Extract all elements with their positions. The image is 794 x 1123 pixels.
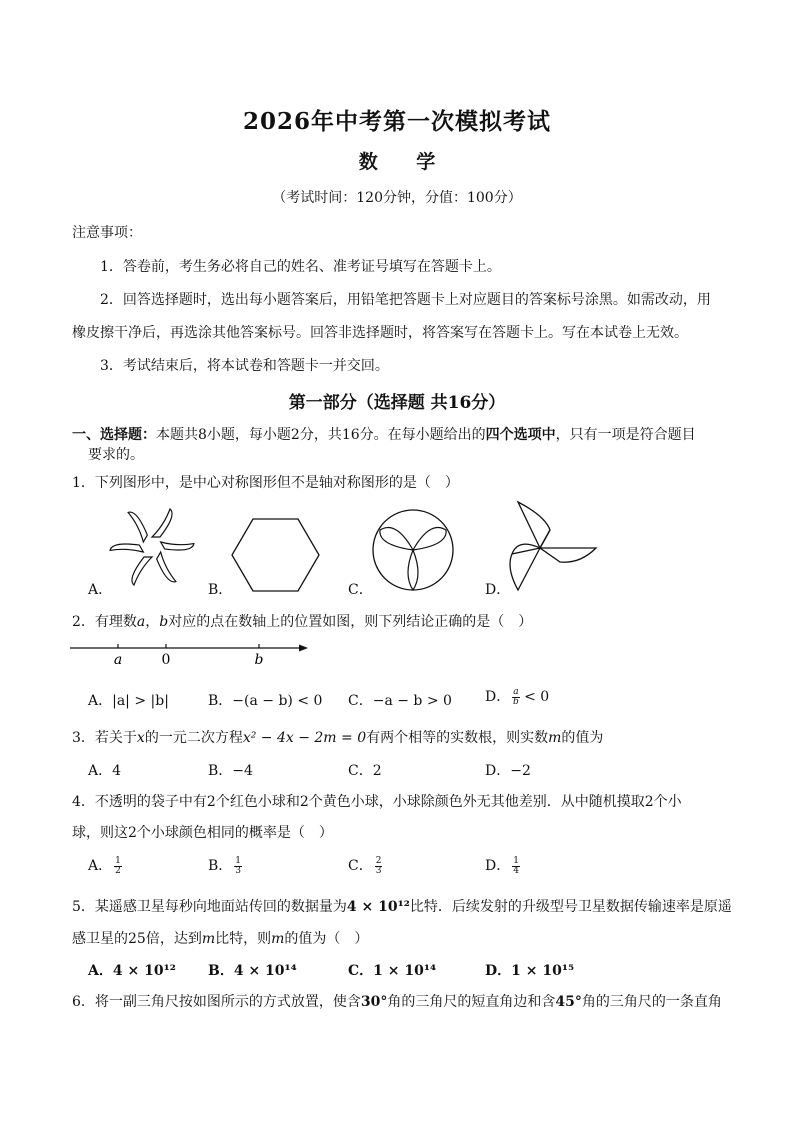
q5-var-m: m (201, 931, 216, 947)
q5-var-m-2: m (271, 931, 285, 947)
q1-option-a-label: A． (88, 582, 113, 598)
q3-option-c: C．2 (348, 763, 382, 779)
notice-heading: 注意事项： (72, 225, 142, 241)
q4-option-a-den: 2 (115, 865, 121, 876)
q5-stem-l2a: 感卫星的25倍，达到 (72, 931, 202, 947)
q5-option-c: C．1 × 10¹⁴ (348, 963, 437, 979)
q4-option-d-label: D． (485, 858, 511, 874)
q4-option-c-den: 3 (375, 865, 382, 876)
section-title: 第一部分（选择题 共16分） (288, 393, 506, 413)
q2-option-d (485, 686, 549, 707)
q4-option-b-num: 1 (235, 855, 242, 866)
q4-option-a-label: A． (88, 858, 113, 874)
q5-stem-l1a: 5．某遥感卫星每秒向地面站传回的数据量为 (72, 899, 347, 915)
q2-option-d-prefix: D． (485, 689, 511, 705)
q2-axis-label-b: b (254, 652, 264, 668)
q1-figure-a (100, 505, 205, 590)
q2-var-b: b (159, 614, 169, 630)
q4-option-c-num: 2 (375, 855, 382, 866)
notice-item-1: 1．答卷前，考生务必将自己的姓名、准考证号填写在答题卡上。 (100, 259, 501, 275)
q4-option-b-label: B． (208, 858, 233, 874)
q4-option-c (348, 855, 382, 876)
q2-axis-label-a: a (113, 652, 123, 668)
q2-stem-a: 2．有理数 (72, 614, 137, 630)
q1-figure-d (500, 498, 605, 593)
q2-stem (72, 611, 532, 631)
q1-option-c-label: C． (348, 582, 373, 598)
q1-figure-c (368, 505, 458, 595)
q5-stem-line2 (72, 928, 368, 948)
q4-option-b-den: 3 (235, 865, 242, 876)
q6-stem-b: 角的三角尺的短直角边和含 (387, 994, 556, 1010)
section-intro-line2: 要求的。 (88, 447, 144, 463)
q1-option-b-label: B． (208, 582, 233, 598)
q2-var-a: a (136, 614, 146, 630)
q3-var-x: x (136, 730, 145, 746)
section-intro-end: ，只有一项是符合题目 (555, 427, 696, 443)
q6-stem (72, 991, 722, 1011)
q4-option-d-den: 4 (513, 865, 519, 876)
q4-option-a (88, 855, 122, 876)
q4-option-a-num: 1 (115, 855, 121, 866)
section-intro-main: 本题共8小题，每小题2分，共16分。在每小题给出的 (156, 427, 486, 443)
q1-figure-b (228, 515, 323, 595)
subject-title: 数 学 (358, 151, 452, 173)
q3-stem (72, 727, 603, 747)
q3-var-m: m (548, 730, 562, 746)
q5-stem-l1b: 比特．后续发射的升级型号卫星数据传输速率是原遥 (409, 899, 732, 915)
q4-option-d (485, 855, 520, 876)
q2-option-d-den: b (513, 696, 519, 707)
q4-stem-line1: 4．不透明的袋子中有2个红色小球和2个黄色小球，小球除颜色外无其他差别．从中随机摸取2个小 (72, 794, 682, 810)
q4-option-c-label: C． (348, 858, 373, 874)
q3-option-b: B．−4 (208, 763, 253, 779)
q6-deg45: 45° (555, 994, 582, 1010)
q3-stem-b: 的一元二次方程 (144, 730, 243, 746)
q2-number-line (68, 640, 313, 670)
q3-stem-d: 的值为 (561, 730, 604, 746)
q5-option-b: B．4 × 10¹⁴ (208, 963, 297, 979)
section-intro-prefix: 一、选择题： (72, 427, 156, 443)
q5-option-a: A．4 × 10¹² (88, 963, 176, 979)
notice-item-3: 3．考试结束后，将本试卷和答题卡一并交回。 (100, 358, 389, 374)
q4-option-d-num: 1 (513, 855, 519, 866)
q6-deg30: 30° (360, 994, 388, 1010)
q1-option-d-label: D． (485, 582, 511, 598)
q2-option-d-num: a (513, 686, 519, 697)
q6-stem-c: 角的三角尺的一条直角 (581, 994, 722, 1010)
q2-axis-label-0: 0 (161, 652, 171, 668)
q5-stem-l2b: 比特，则 (215, 931, 272, 947)
q3-option-d: D．−2 (485, 763, 531, 779)
q3-option-a: A．4 (88, 763, 122, 779)
notice-item-2: 2．回答选择题时，选出每小题答案后，用铅笔把答题卡上对应题目的答案标号涂黑。如需改动，用 (100, 292, 711, 308)
notice-item-2-cont: 橡皮擦干净后，再选涂其他答案标号。回答非选择题时，将答案写在答题卡上。写在本试卷上无效。 (72, 325, 688, 341)
section-intro (72, 424, 696, 444)
q2-option-d-rel: < 0 (524, 689, 550, 705)
q3-stem-a: 3．若关于 (72, 730, 137, 746)
q2-option-b: B．−(a − b) < 0 (208, 693, 323, 709)
q4-option-b (208, 855, 242, 876)
q2-stem-b: 对应的点在数轴上的位置如图，则下列结论正确的是（ ） (168, 614, 533, 630)
q4-stem-line2: 球，则这2个小球颜色相同的概率是（ ） (72, 825, 333, 841)
q5-stem-expr: 4 × 10¹² (346, 899, 410, 915)
q6-stem-a: 6．将一副三角尺按如图所示的方式放置，使含 (72, 994, 361, 1010)
q5-option-d: D．1 × 10¹⁵ (485, 963, 575, 979)
section-intro-bold: 四个选项中 (485, 427, 556, 443)
exam-time-info: （考试时间：120分钟，分值：100分） (272, 190, 522, 206)
q5-stem-l2c: 的值为（ ） (284, 931, 369, 947)
q3-equation: x² − 4x − 2m = 0 (242, 730, 367, 746)
q2-stem-sep: ， (145, 614, 160, 630)
exam-title: 2026年中考第一次模拟考试 (242, 108, 551, 135)
q3-stem-c: 有两个相等的实数根，则实数 (366, 730, 549, 746)
q2-option-a: A．|a| > |b| (88, 693, 169, 709)
q1-stem: 1．下列图形中，是中心对称图形但不是轴对称图形的是（ ） (72, 475, 459, 491)
q5-stem-line1 (72, 896, 732, 916)
q2-option-c: C．−a − b > 0 (348, 693, 452, 709)
